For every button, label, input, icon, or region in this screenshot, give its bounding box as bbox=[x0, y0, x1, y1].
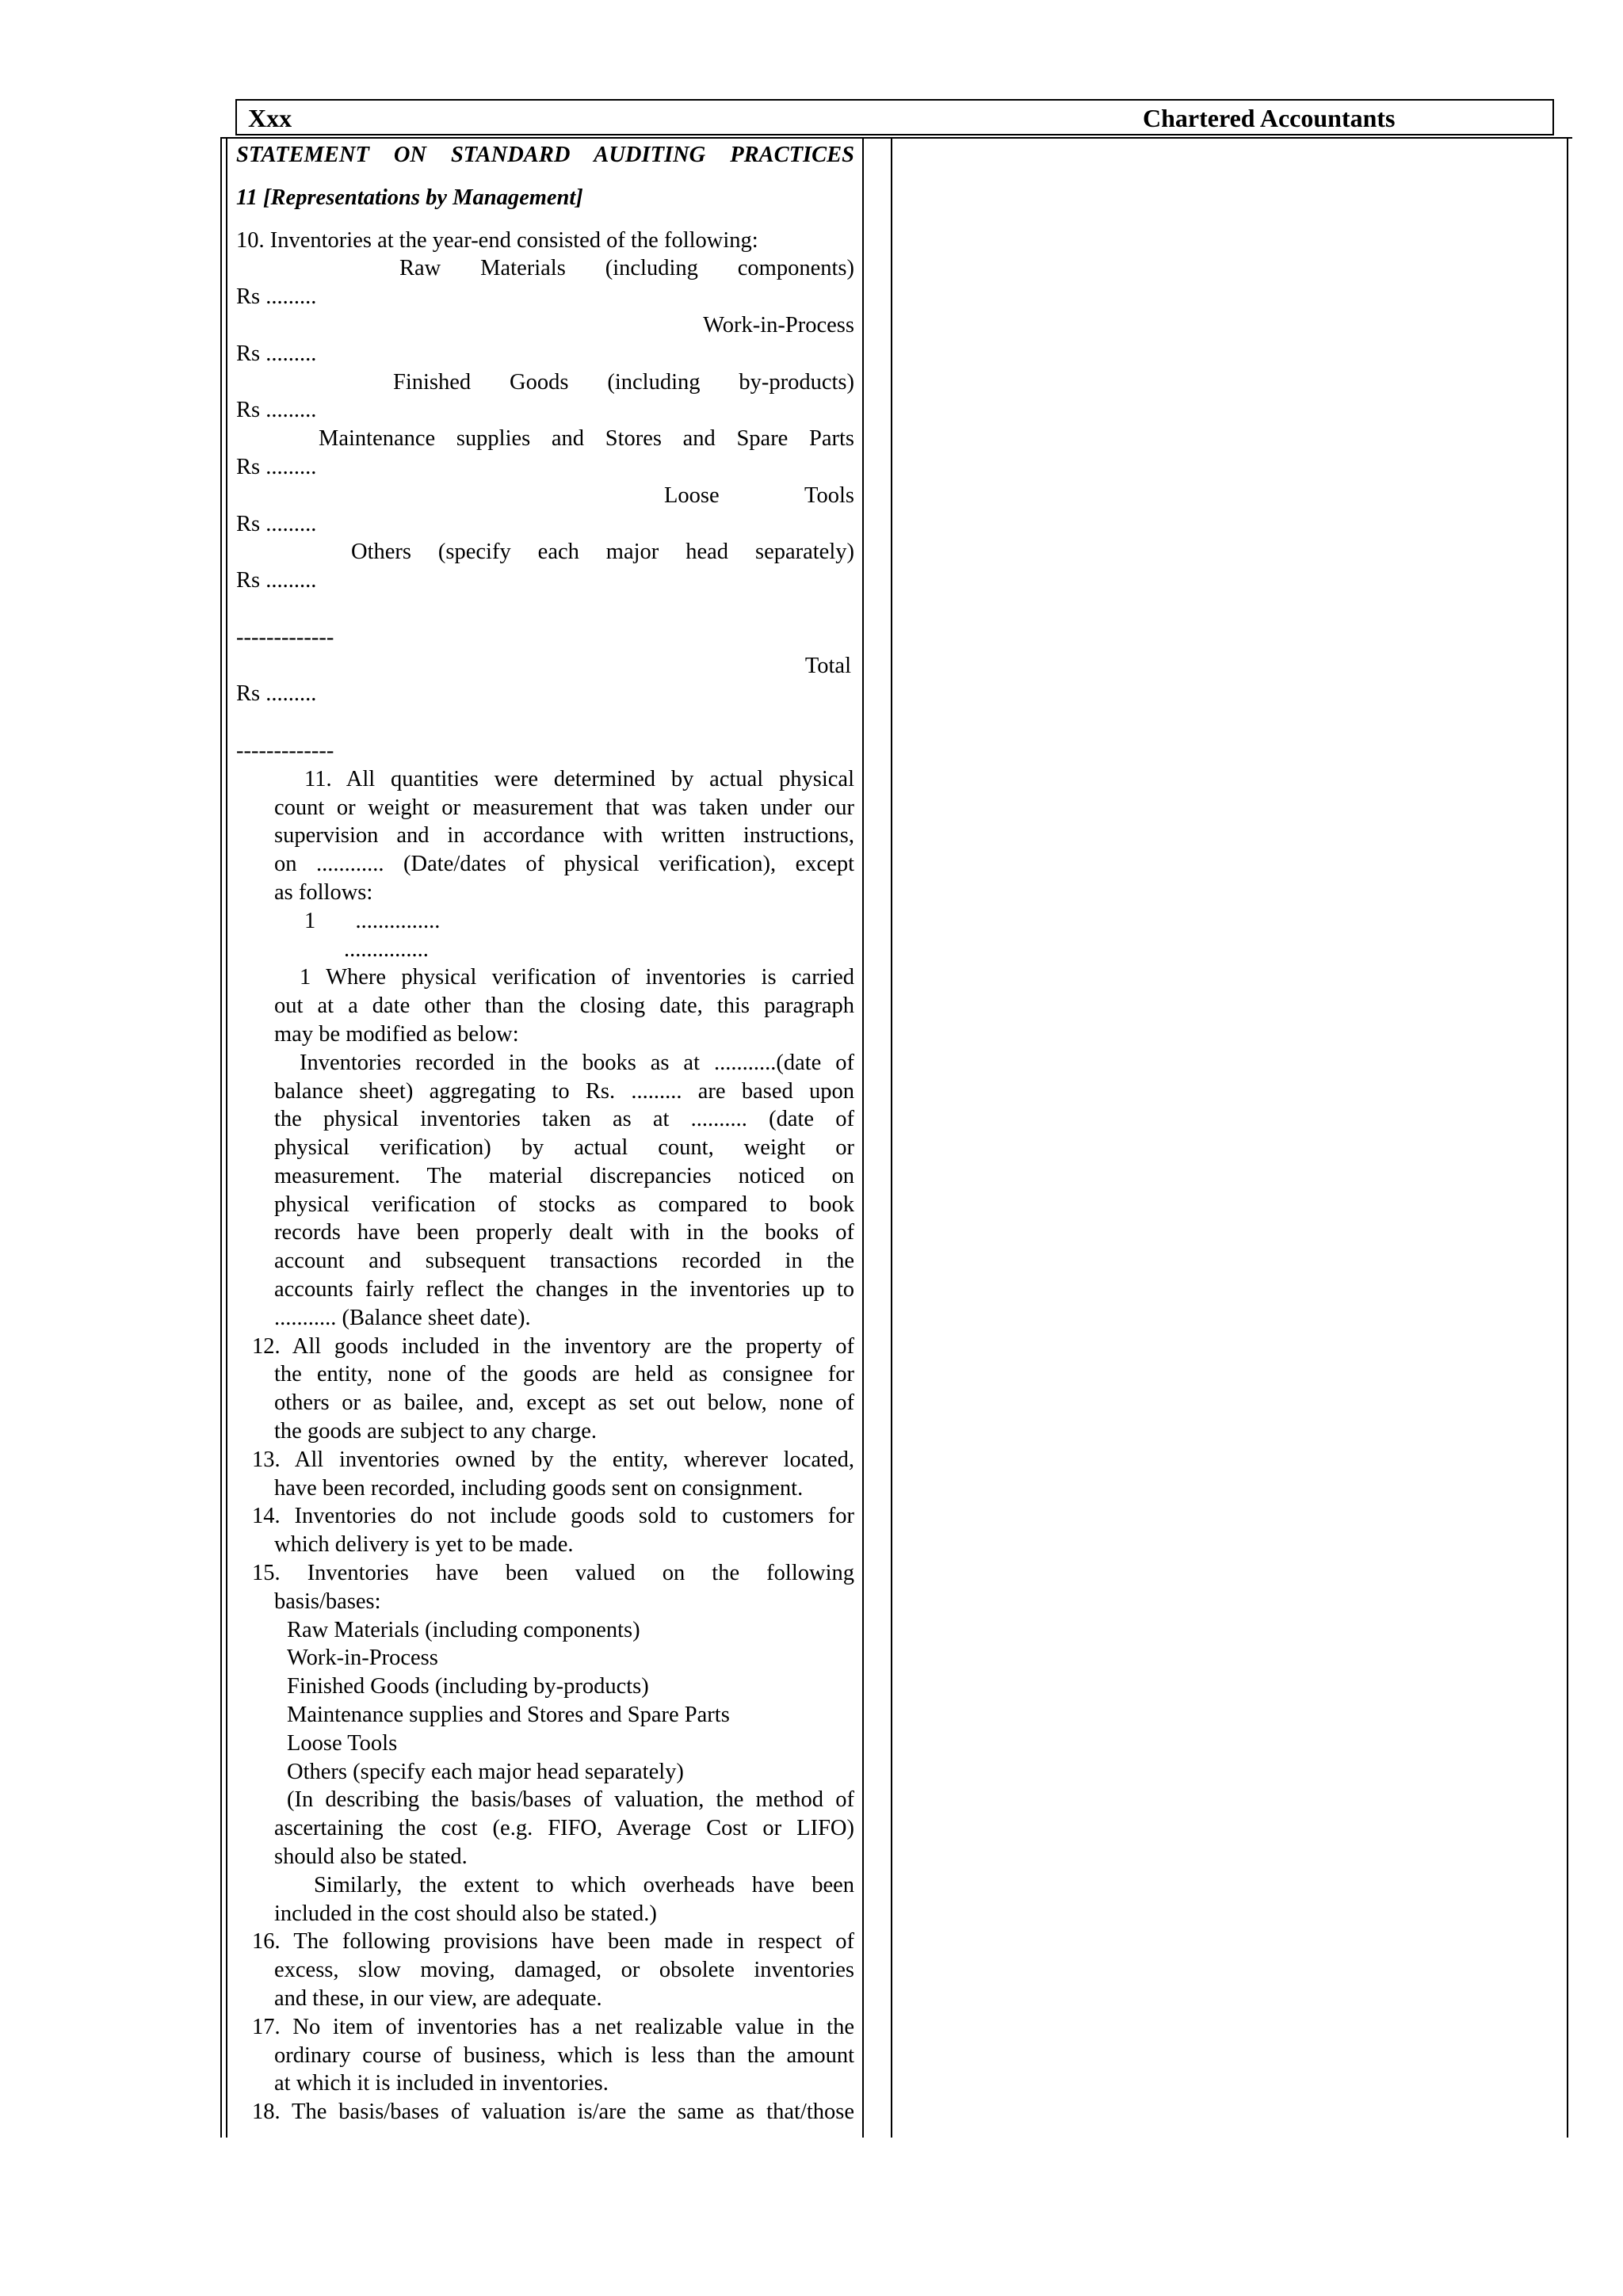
footnote-line: measurement. The material discrepancies noticed on bbox=[274, 1163, 854, 1188]
valuation-basis-item: Maintenance supplies and Stores and Spare Parts bbox=[287, 1703, 730, 1728]
para-15-note-line: included in the cost should also be stated.) bbox=[274, 1901, 657, 1926]
para-15-note-line: should also be stated. bbox=[274, 1844, 468, 1870]
frame-mid-right bbox=[891, 137, 892, 2138]
para-17-line: ordinary course of business, which is less than the amount bbox=[274, 2042, 854, 2068]
para-12-line: others or as bailee, and, except as set out below, none of bbox=[274, 1390, 854, 1416]
frame-left-outer bbox=[220, 137, 222, 2138]
footnote-line: balance sheet) aggregating to Rs. ......... are based upon bbox=[274, 1078, 854, 1104]
para-15-note-line: (In describing the basis/bases of valuation, the method of bbox=[287, 1787, 854, 1813]
para-14-line: which delivery is yet to be made. bbox=[274, 1532, 574, 1558]
document-body bbox=[236, 141, 854, 2126]
footnote-line: Inventories recorded in the books as at ...........(date of bbox=[300, 1050, 854, 1075]
inventory-row-amount: Rs ......... bbox=[236, 568, 317, 593]
footnote-line: may be modified as below: bbox=[274, 1021, 519, 1047]
footnote-line: 1 Where physical verification of inventories is carried bbox=[300, 965, 854, 990]
para-16-line: and these, in our view, are adequate. bbox=[274, 1986, 602, 2011]
para-11-line: on ............ (Date/dates of physical verification), except bbox=[274, 852, 854, 877]
document-title: STATEMENT ON STANDARD AUDITING PRACTICES bbox=[236, 143, 854, 167]
para-17-line: at which it is included in inventories. bbox=[274, 2071, 609, 2096]
para-11-item-number: 1 bbox=[304, 908, 316, 933]
para-11-line: count or weight or measurement that was taken under our bbox=[274, 795, 854, 820]
inventory-row-label: Work-in-Process bbox=[703, 312, 854, 338]
para-12-line: the goods are subject to any charge. bbox=[274, 1419, 598, 1444]
para-16-line: excess, slow moving, damaged, or obsolete inventories bbox=[274, 1958, 854, 1983]
para-15-line: basis/bases: bbox=[274, 1589, 381, 1614]
valuation-basis-item: Work-in-Process bbox=[287, 1646, 438, 1671]
frame-top-line bbox=[220, 137, 1572, 139]
para-11-item-dots: ............... bbox=[355, 908, 441, 933]
inventory-row-amount: Rs ......... bbox=[236, 398, 317, 423]
para-16-line: 16. The following provisions have been made in respect of bbox=[252, 1929, 854, 1955]
footnote-line: out at a date other than the closing date, this paragraph bbox=[274, 994, 854, 1019]
para-13-line: have been recorded, including goods sent on consignment. bbox=[274, 1475, 804, 1501]
footnote-line: physical verification of stocks as compared to book bbox=[274, 1192, 854, 1217]
inventory-row-label: Loose Tools bbox=[664, 482, 854, 508]
firm-name: Xxx bbox=[248, 104, 292, 132]
dash-separator: ------------- bbox=[236, 624, 334, 650]
frame-mid-left bbox=[862, 137, 864, 2138]
frame-left-inner bbox=[226, 137, 227, 2138]
dash-separator: ------------- bbox=[236, 738, 334, 763]
valuation-basis-item: Finished Goods (including by-products) bbox=[287, 1674, 649, 1699]
total-label: Total bbox=[804, 653, 851, 678]
para-13-line: 13. All inventories owned by the entity, wherever located, bbox=[252, 1447, 854, 1472]
para-12-line: the entity, none of the goods are held as consignee for bbox=[274, 1362, 854, 1387]
para-11-line: supervision and in accordance with written instructions, bbox=[274, 823, 854, 849]
para-15-line: 15. Inventories have been valued on the following bbox=[252, 1561, 854, 1586]
total-amount: Rs ......... bbox=[236, 681, 317, 707]
para-11-item bbox=[236, 907, 854, 936]
firm-designation: Chartered Accountants bbox=[1143, 104, 1396, 132]
para-11-line: as follows: bbox=[274, 879, 373, 905]
para-12-line: 12. All goods included in the inventory are the property of bbox=[252, 1333, 854, 1359]
para-18-line: 18. The basis/bases of valuation is/are the same as that/those bbox=[252, 2100, 854, 2125]
inventory-row-label: Others (specify each major head separately) bbox=[351, 540, 854, 565]
inventory-row-label: Maintenance supplies and Stores and Spare Parts bbox=[319, 426, 854, 452]
letterhead-box bbox=[235, 99, 1554, 135]
footnote-line: records have been properly dealt with in the books of bbox=[274, 1220, 854, 1245]
para-11-line: 11. All quantities were determined by actual physical bbox=[304, 766, 854, 791]
footnote-line: accounts fairly reflect the changes in the inventories up to bbox=[274, 1277, 854, 1302]
frame-right bbox=[1567, 137, 1568, 2138]
para-11-item-dots: ............... bbox=[344, 936, 429, 962]
valuation-basis-item: Raw Materials (including components) bbox=[287, 1617, 640, 1642]
valuation-basis-item: Loose Tools bbox=[287, 1730, 398, 1756]
para-15-note-line: Similarly, the extent to which overheads have been bbox=[314, 1872, 854, 1897]
footnote-line: physical verification) by actual count, weight or bbox=[274, 1135, 854, 1161]
footnote-line: account and subsequent transactions recorded in the bbox=[274, 1249, 854, 1274]
inventory-row-amount: Rs ......... bbox=[236, 511, 317, 536]
para-17-line: 17. No item of inventories has a net realizable value in the bbox=[252, 2014, 854, 2039]
footnote-line: ........... (Balance sheet date). bbox=[274, 1305, 531, 1330]
inventory-row-label: Finished Goods (including by-products) bbox=[393, 369, 854, 395]
inventory-row-amount: Rs ......... bbox=[236, 454, 317, 479]
para-14-line: 14. Inventories do not include goods sold to customers for bbox=[252, 1504, 854, 1529]
para-15-note-line: ascertaining the cost (e.g. FIFO, Average Cost or LIFO) bbox=[274, 1816, 854, 1841]
document-subtitle: 11 [Representations by Management] bbox=[236, 185, 583, 210]
inventory-row-amount: Rs ......... bbox=[236, 341, 317, 366]
para-10-intro: 10. Inventories at the year-end consisted of the following: bbox=[236, 227, 758, 253]
inventory-row-amount: Rs ......... bbox=[236, 284, 317, 310]
footnote-line: the physical inventories taken as at .......... (date of bbox=[274, 1107, 854, 1132]
valuation-basis-item: Others (specify each major head separately) bbox=[287, 1759, 684, 1784]
inventory-row-label: Raw Materials (including components) bbox=[399, 256, 854, 281]
